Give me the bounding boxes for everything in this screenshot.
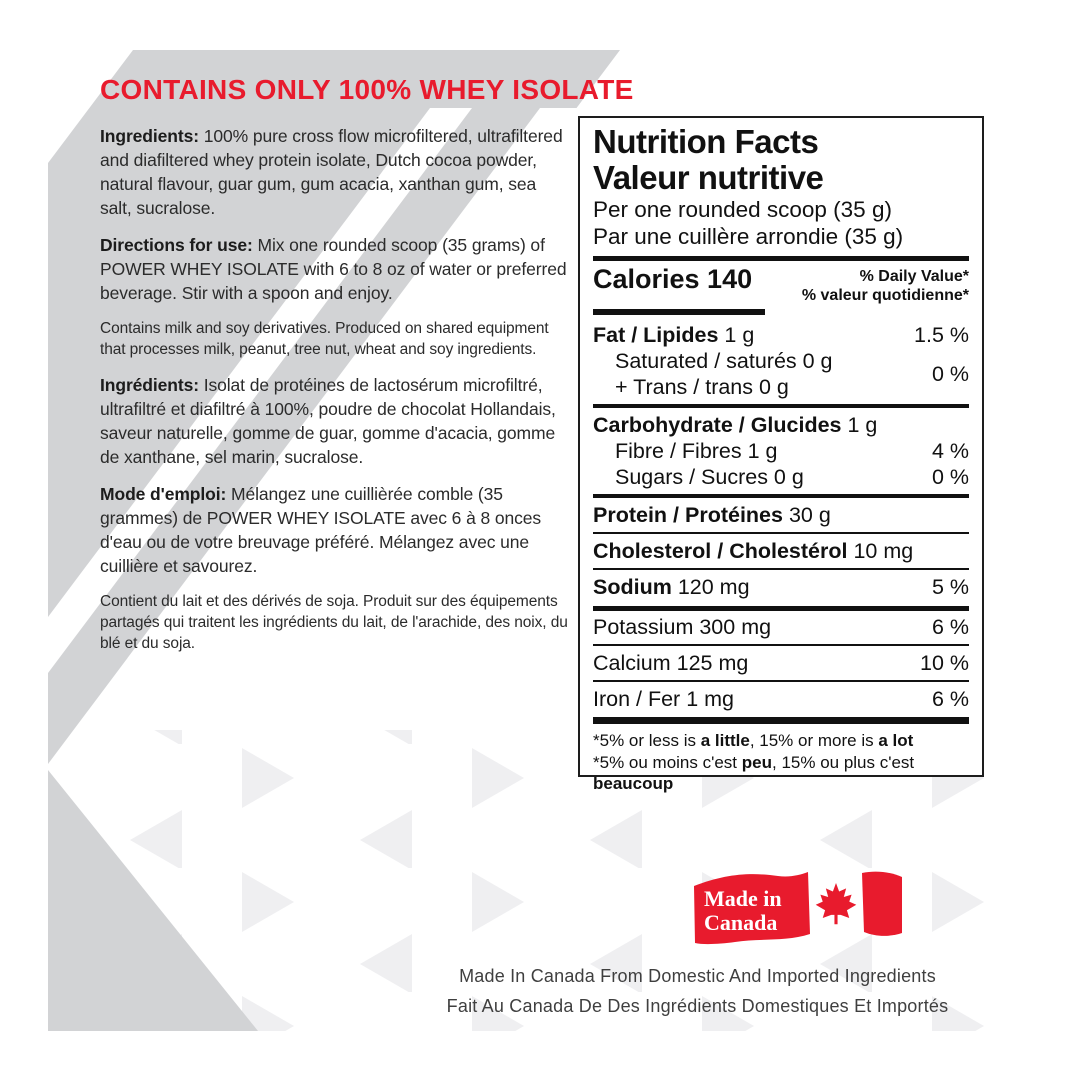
footnote-en: *5% or less is a little, 15% or more is a lot [593,731,914,750]
left-text-column [100,124,570,667]
sugars-row: Sugars / Sucres 0 g 0 % [615,465,969,489]
saturated-trans-row: Saturated / saturés 0 g + Trans / trans 0 g 0 % [615,349,969,399]
footer-line-fr: Fait Au Canada De Des Ingrédients Domestiques Et Importés [446,996,949,1016]
headline: CONTAINS ONLY 100% WHEY ISOLATE [100,74,634,105]
rule [593,644,969,646]
nutrition-title-en: Nutrition Facts [593,123,819,160]
fat-row: Fat / Lipides 1 g 1.5 % [593,323,969,347]
footnote-fr: *5% ou moins c'est peu, 15% ou plus c'est beaucoup [593,752,915,793]
made-in-canada-logo [690,864,915,949]
made-in-text: Made in [704,886,782,911]
cholesterol-row: Cholesterol / Cholestérol 10 mg [593,539,914,563]
calories-underbar [593,309,765,315]
maple-leaf-icon [816,883,857,924]
daily-value-header: % Daily Value* % valeur quotidienne* [801,268,969,304]
rule [593,532,969,534]
protein-row: Protein / Protéines 30 g [593,503,831,527]
allergen-paragraph-en: Contains milk and soy derivatives. Produced on shared equipment that processes milk, peanut, tree nut, wheat and soy ingredients. [100,320,549,358]
ingredients-paragraph: Ingredients: 100% pure cross flow microfiltered, ultrafiltered and diafiltered whey protein isolate, Dutch cocoa powder, natural flavour, guar gum, gum acacia, xanthan gum, sea salt, sucralose. [100,126,563,218]
flag-right-red-panel [862,872,902,936]
iron-row: Iron / Fer 1 mg 6 % [593,687,969,711]
allergen-paragraph-fr: Contient du lait et des dérivés de soja. Produit sur des équipements partagés qui traitent les ingrédients du lait, de l'arachide, des noix, du blé et du soja. [100,593,568,652]
calcium-row: Calcium 125 mg 10 % [593,651,969,675]
potassium-row: Potassium 300 mg 6 % [593,615,969,639]
directions-paragraph: Directions for use: Mix one rounded scoop (35 grams) of POWER WHEY ISOLATE with 6 to 8 oz of water or preferred beverage. Stir with a spoon and enjoy. [100,235,567,303]
nutrition-title-fr: Valeur nutritive [593,159,824,196]
calories-value: Calories 140 [593,264,753,294]
rule [593,404,969,408]
fibre-row: Fibre / Fibres 1 g 4 % [615,439,969,463]
ingredients-paragraph-fr: Ingrédients: Isolat de protéines de lactosérum microfiltré, ultrafiltré et diafiltré à 100%, poudre de chocolat Hollandais, saveur naturelle, gomme de guar, gomme d'acacia, gomme de xanthane, sel marin, sucralose. [100,375,556,467]
rule [593,568,969,570]
sodium-row: Sodium 120 mg 5 % [593,575,969,599]
rule [593,606,969,611]
footer-line-en: Made In Canada From Domestic And Imported Ingredients [459,966,936,986]
carbohydrate-row: Carbohydrate / Glucides 1 g [593,413,878,437]
rule [593,680,969,682]
rule [593,717,969,724]
canada-text: Canada [704,910,778,935]
footer-origin-text [370,961,1025,1021]
calories-row [593,264,969,305]
rule [593,256,969,261]
serving-size-en: Per one rounded scoop (35 g) [593,197,892,222]
rule [593,494,969,498]
nutrition-facts-panel [578,116,984,793]
serving-size-fr: Par une cuillère arrondie (35 g) [593,224,904,249]
directions-paragraph-fr: Mode d'emploi: Mélangez une cuillièrée comble (35 grammes) de POWER WHEY ISOLATE avec 6 à 8 onces d'eau ou de votre breuvage préféré. Mélangez avec une cuillière et savourez. [100,484,542,576]
